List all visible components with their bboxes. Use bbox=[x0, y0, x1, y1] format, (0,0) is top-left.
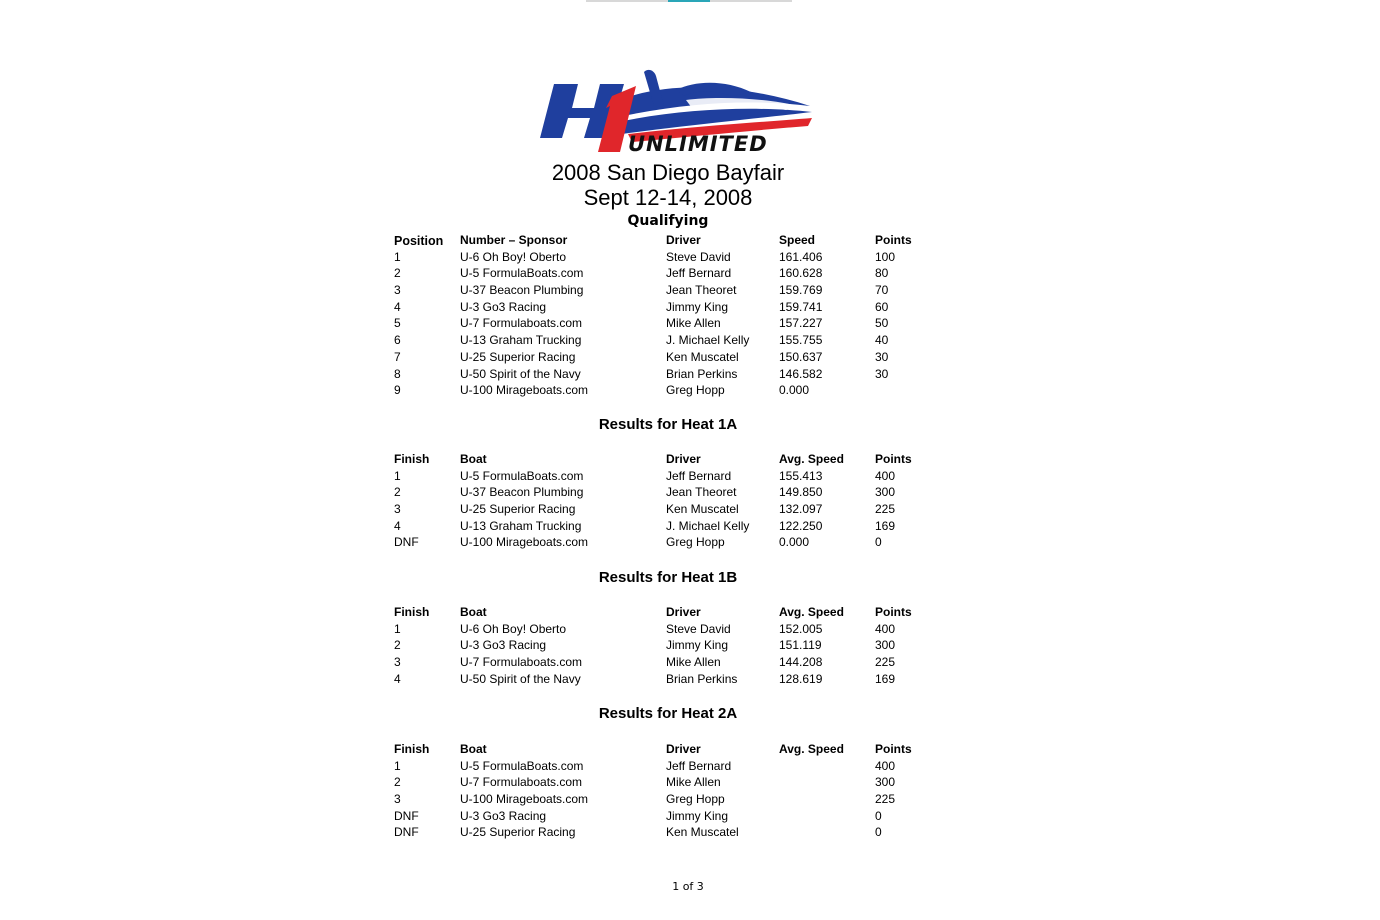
cell: 2 bbox=[394, 266, 401, 281]
heat-1b-heading: Results for Heat 1B bbox=[598, 569, 738, 586]
cell: 3 bbox=[394, 792, 401, 807]
table-row bbox=[394, 484, 954, 501]
cell: Jimmy King bbox=[666, 638, 729, 653]
col-header: Avg. Speed bbox=[779, 742, 844, 756]
cell: U-25 Superior Racing bbox=[460, 825, 576, 840]
cell: Jean Theoret bbox=[666, 283, 737, 298]
cell: 225 bbox=[875, 655, 896, 670]
cell: 0.000 bbox=[779, 383, 810, 398]
col-header: Speed bbox=[779, 233, 816, 247]
cell: U-50 Spirit of the Navy bbox=[460, 366, 581, 381]
cell: 155.413 bbox=[779, 468, 823, 483]
cell: DNF bbox=[394, 808, 419, 823]
cell: 4 bbox=[394, 518, 401, 533]
cell: J. Michael Kelly bbox=[666, 518, 750, 533]
cell: 0 bbox=[875, 808, 882, 823]
cell: 30 bbox=[875, 366, 889, 381]
table-row bbox=[394, 758, 954, 775]
cell: 6 bbox=[394, 333, 401, 348]
cell: 2 bbox=[394, 638, 401, 653]
col-header: Finish bbox=[394, 742, 430, 756]
heat-1a-heading: Results for Heat 1A bbox=[598, 416, 738, 433]
cell: 4 bbox=[394, 299, 401, 314]
table-row bbox=[394, 366, 954, 383]
table-header-row bbox=[394, 741, 954, 758]
cell: Brian Perkins bbox=[666, 671, 738, 686]
cell: 7 bbox=[394, 349, 401, 364]
cell: Mike Allen bbox=[666, 655, 721, 670]
table-header-row bbox=[394, 232, 954, 249]
cell: Steve David bbox=[666, 249, 731, 264]
col-header: Finish bbox=[394, 605, 430, 619]
col-header: Points bbox=[875, 605, 912, 619]
cell: 2 bbox=[394, 775, 401, 790]
heat-2a-heading: Results for Heat 2A bbox=[598, 705, 738, 722]
heat-1b-table bbox=[394, 604, 954, 687]
cell: 132.097 bbox=[779, 502, 823, 517]
col-header: Number – Sponsor bbox=[460, 233, 568, 247]
table-row bbox=[394, 654, 954, 671]
cell: Mike Allen bbox=[666, 775, 721, 790]
cell: U-13 Graham Trucking bbox=[460, 518, 582, 533]
cell: U-100 Mirageboats.com bbox=[460, 383, 589, 398]
cell: U-3 Go3 Racing bbox=[460, 808, 547, 823]
cell: 3 bbox=[394, 283, 401, 298]
cell: U-37 Beacon Plumbing bbox=[460, 283, 584, 298]
cell: Mike Allen bbox=[666, 316, 721, 331]
table-row bbox=[394, 671, 954, 688]
scrollbar-thumb[interactable] bbox=[668, 0, 710, 2]
cell: 100 bbox=[875, 249, 896, 264]
cell: Brian Perkins bbox=[666, 366, 738, 381]
cell: U-3 Go3 Racing bbox=[460, 299, 547, 314]
table-row bbox=[394, 332, 954, 349]
table-row bbox=[394, 637, 954, 654]
cell: U-37 Beacon Plumbing bbox=[460, 485, 584, 500]
cell: Jeff Bernard bbox=[666, 758, 732, 773]
cell: 30 bbox=[875, 349, 889, 364]
table-row bbox=[394, 621, 954, 638]
cell: Jimmy King bbox=[666, 808, 729, 823]
cell: U-7 Formulaboats.com bbox=[460, 775, 583, 790]
cell: 80 bbox=[875, 266, 889, 281]
cell: 169 bbox=[875, 671, 896, 686]
cell: J. Michael Kelly bbox=[666, 333, 750, 348]
col-header: Avg. Speed bbox=[779, 605, 844, 619]
cell: 157.227 bbox=[779, 316, 823, 331]
qualifying-table bbox=[394, 232, 954, 399]
cell: U-7 Formulaboats.com bbox=[460, 655, 583, 670]
cell: 1 bbox=[394, 249, 401, 264]
cell: 300 bbox=[875, 775, 896, 790]
cell: Jeff Bernard bbox=[666, 468, 732, 483]
cell: U-13 Graham Trucking bbox=[460, 333, 582, 348]
cell: 149.850 bbox=[779, 485, 823, 500]
event-title: 2008 San Diego Bayfair bbox=[551, 160, 785, 185]
col-header: Position bbox=[394, 234, 444, 248]
cell: 155.755 bbox=[779, 333, 823, 348]
cell: Jean Theoret bbox=[666, 485, 737, 500]
table-row bbox=[394, 791, 954, 808]
cell: U-5 FormulaBoats.com bbox=[460, 468, 584, 483]
page-indicator: 1 of 3 bbox=[672, 880, 704, 893]
cell: 40 bbox=[875, 333, 889, 348]
cell: 1 bbox=[394, 621, 401, 636]
cell: Greg Hopp bbox=[666, 535, 725, 550]
cell: U-100 Mirageboats.com bbox=[460, 792, 589, 807]
col-header: Points bbox=[875, 233, 912, 247]
cell: 60 bbox=[875, 299, 889, 314]
cell: 0 bbox=[875, 535, 882, 550]
cell: 152.005 bbox=[779, 621, 823, 636]
cell: 5 bbox=[394, 316, 401, 331]
cell: 161.406 bbox=[779, 249, 823, 264]
col-header: Points bbox=[875, 452, 912, 466]
cell: 3 bbox=[394, 502, 401, 517]
table-row bbox=[394, 282, 954, 299]
cell: 128.619 bbox=[779, 671, 823, 686]
qualifying-heading: Qualifying bbox=[627, 213, 709, 229]
cell: 122.250 bbox=[779, 518, 823, 533]
col-header: Driver bbox=[666, 742, 701, 756]
table-row bbox=[394, 774, 954, 791]
cell: 0.000 bbox=[779, 535, 810, 550]
cell: 159.741 bbox=[779, 299, 823, 314]
cell: 150.637 bbox=[779, 349, 823, 364]
cell: 225 bbox=[875, 792, 896, 807]
col-header: Boat bbox=[460, 452, 487, 466]
cell: U-25 Superior Racing bbox=[460, 349, 576, 364]
cell: Jeff Bernard bbox=[666, 266, 732, 281]
heat-1a-table bbox=[394, 451, 954, 551]
cell: U-25 Superior Racing bbox=[460, 502, 576, 517]
cell: 50 bbox=[875, 316, 889, 331]
col-header: Avg. Speed bbox=[779, 452, 844, 466]
cell: U-3 Go3 Racing bbox=[460, 638, 547, 653]
table-row bbox=[394, 808, 954, 825]
col-header: Driver bbox=[666, 452, 701, 466]
cell: Greg Hopp bbox=[666, 792, 725, 807]
col-header: Boat bbox=[460, 742, 487, 756]
cell: 169 bbox=[875, 518, 896, 533]
cell: Ken Muscatel bbox=[666, 502, 739, 517]
col-header: Boat bbox=[460, 605, 487, 619]
cell: 400 bbox=[875, 468, 896, 483]
cell: 1 bbox=[394, 468, 401, 483]
table-row bbox=[394, 315, 954, 332]
cell: DNF bbox=[394, 825, 419, 840]
table-row bbox=[394, 518, 954, 535]
cell: 300 bbox=[875, 485, 896, 500]
cell: Ken Muscatel bbox=[666, 825, 739, 840]
cell: Jimmy King bbox=[666, 299, 729, 314]
cell: 400 bbox=[875, 621, 896, 636]
table-row bbox=[394, 468, 954, 485]
h1-unlimited-logo bbox=[536, 66, 816, 158]
cell: U-6 Oh Boy! Oberto bbox=[460, 621, 567, 636]
cell: 400 bbox=[875, 758, 896, 773]
cell: 0 bbox=[875, 825, 882, 840]
cell: U-7 Formulaboats.com bbox=[460, 316, 583, 331]
cell: DNF bbox=[394, 535, 419, 550]
col-header: Driver bbox=[666, 233, 701, 247]
table-header-row bbox=[394, 604, 954, 621]
cell: 8 bbox=[394, 366, 401, 381]
col-header: Driver bbox=[666, 605, 701, 619]
table-row bbox=[394, 382, 954, 399]
table-row bbox=[394, 501, 954, 518]
cell: 3 bbox=[394, 655, 401, 670]
cell: 2 bbox=[394, 485, 401, 500]
event-dates: Sept 12-14, 2008 bbox=[583, 185, 753, 210]
logo-wordmark: UNLIMITED bbox=[628, 132, 768, 156]
cell: 146.582 bbox=[779, 366, 823, 381]
cell: 4 bbox=[394, 671, 401, 686]
table-row bbox=[394, 249, 954, 266]
horizontal-scrollbar[interactable] bbox=[586, 0, 792, 2]
col-header: Finish bbox=[394, 452, 430, 466]
cell: Steve David bbox=[666, 621, 731, 636]
cell: U-100 Mirageboats.com bbox=[460, 535, 589, 550]
cell: 70 bbox=[875, 283, 889, 298]
table-row bbox=[394, 265, 954, 282]
cell: 160.628 bbox=[779, 266, 823, 281]
cell: 144.208 bbox=[779, 655, 823, 670]
cell: 151.119 bbox=[779, 638, 822, 653]
cell: U-5 FormulaBoats.com bbox=[460, 758, 584, 773]
cell: 225 bbox=[875, 502, 896, 517]
cell: 9 bbox=[394, 383, 401, 398]
cell: 1 bbox=[394, 758, 401, 773]
cell: U-50 Spirit of the Navy bbox=[460, 671, 581, 686]
heat-2a-table bbox=[394, 741, 954, 841]
table-row bbox=[394, 299, 954, 316]
table-row bbox=[394, 824, 954, 841]
col-header: Points bbox=[875, 742, 912, 756]
cell: Ken Muscatel bbox=[666, 349, 739, 364]
table-header-row bbox=[394, 451, 954, 468]
cell: 159.769 bbox=[779, 283, 823, 298]
cell: 300 bbox=[875, 638, 896, 653]
cell: U-6 Oh Boy! Oberto bbox=[460, 249, 567, 264]
cell: Greg Hopp bbox=[666, 383, 725, 398]
table-row bbox=[394, 534, 954, 551]
table-row bbox=[394, 349, 954, 366]
cell: U-5 FormulaBoats.com bbox=[460, 266, 584, 281]
